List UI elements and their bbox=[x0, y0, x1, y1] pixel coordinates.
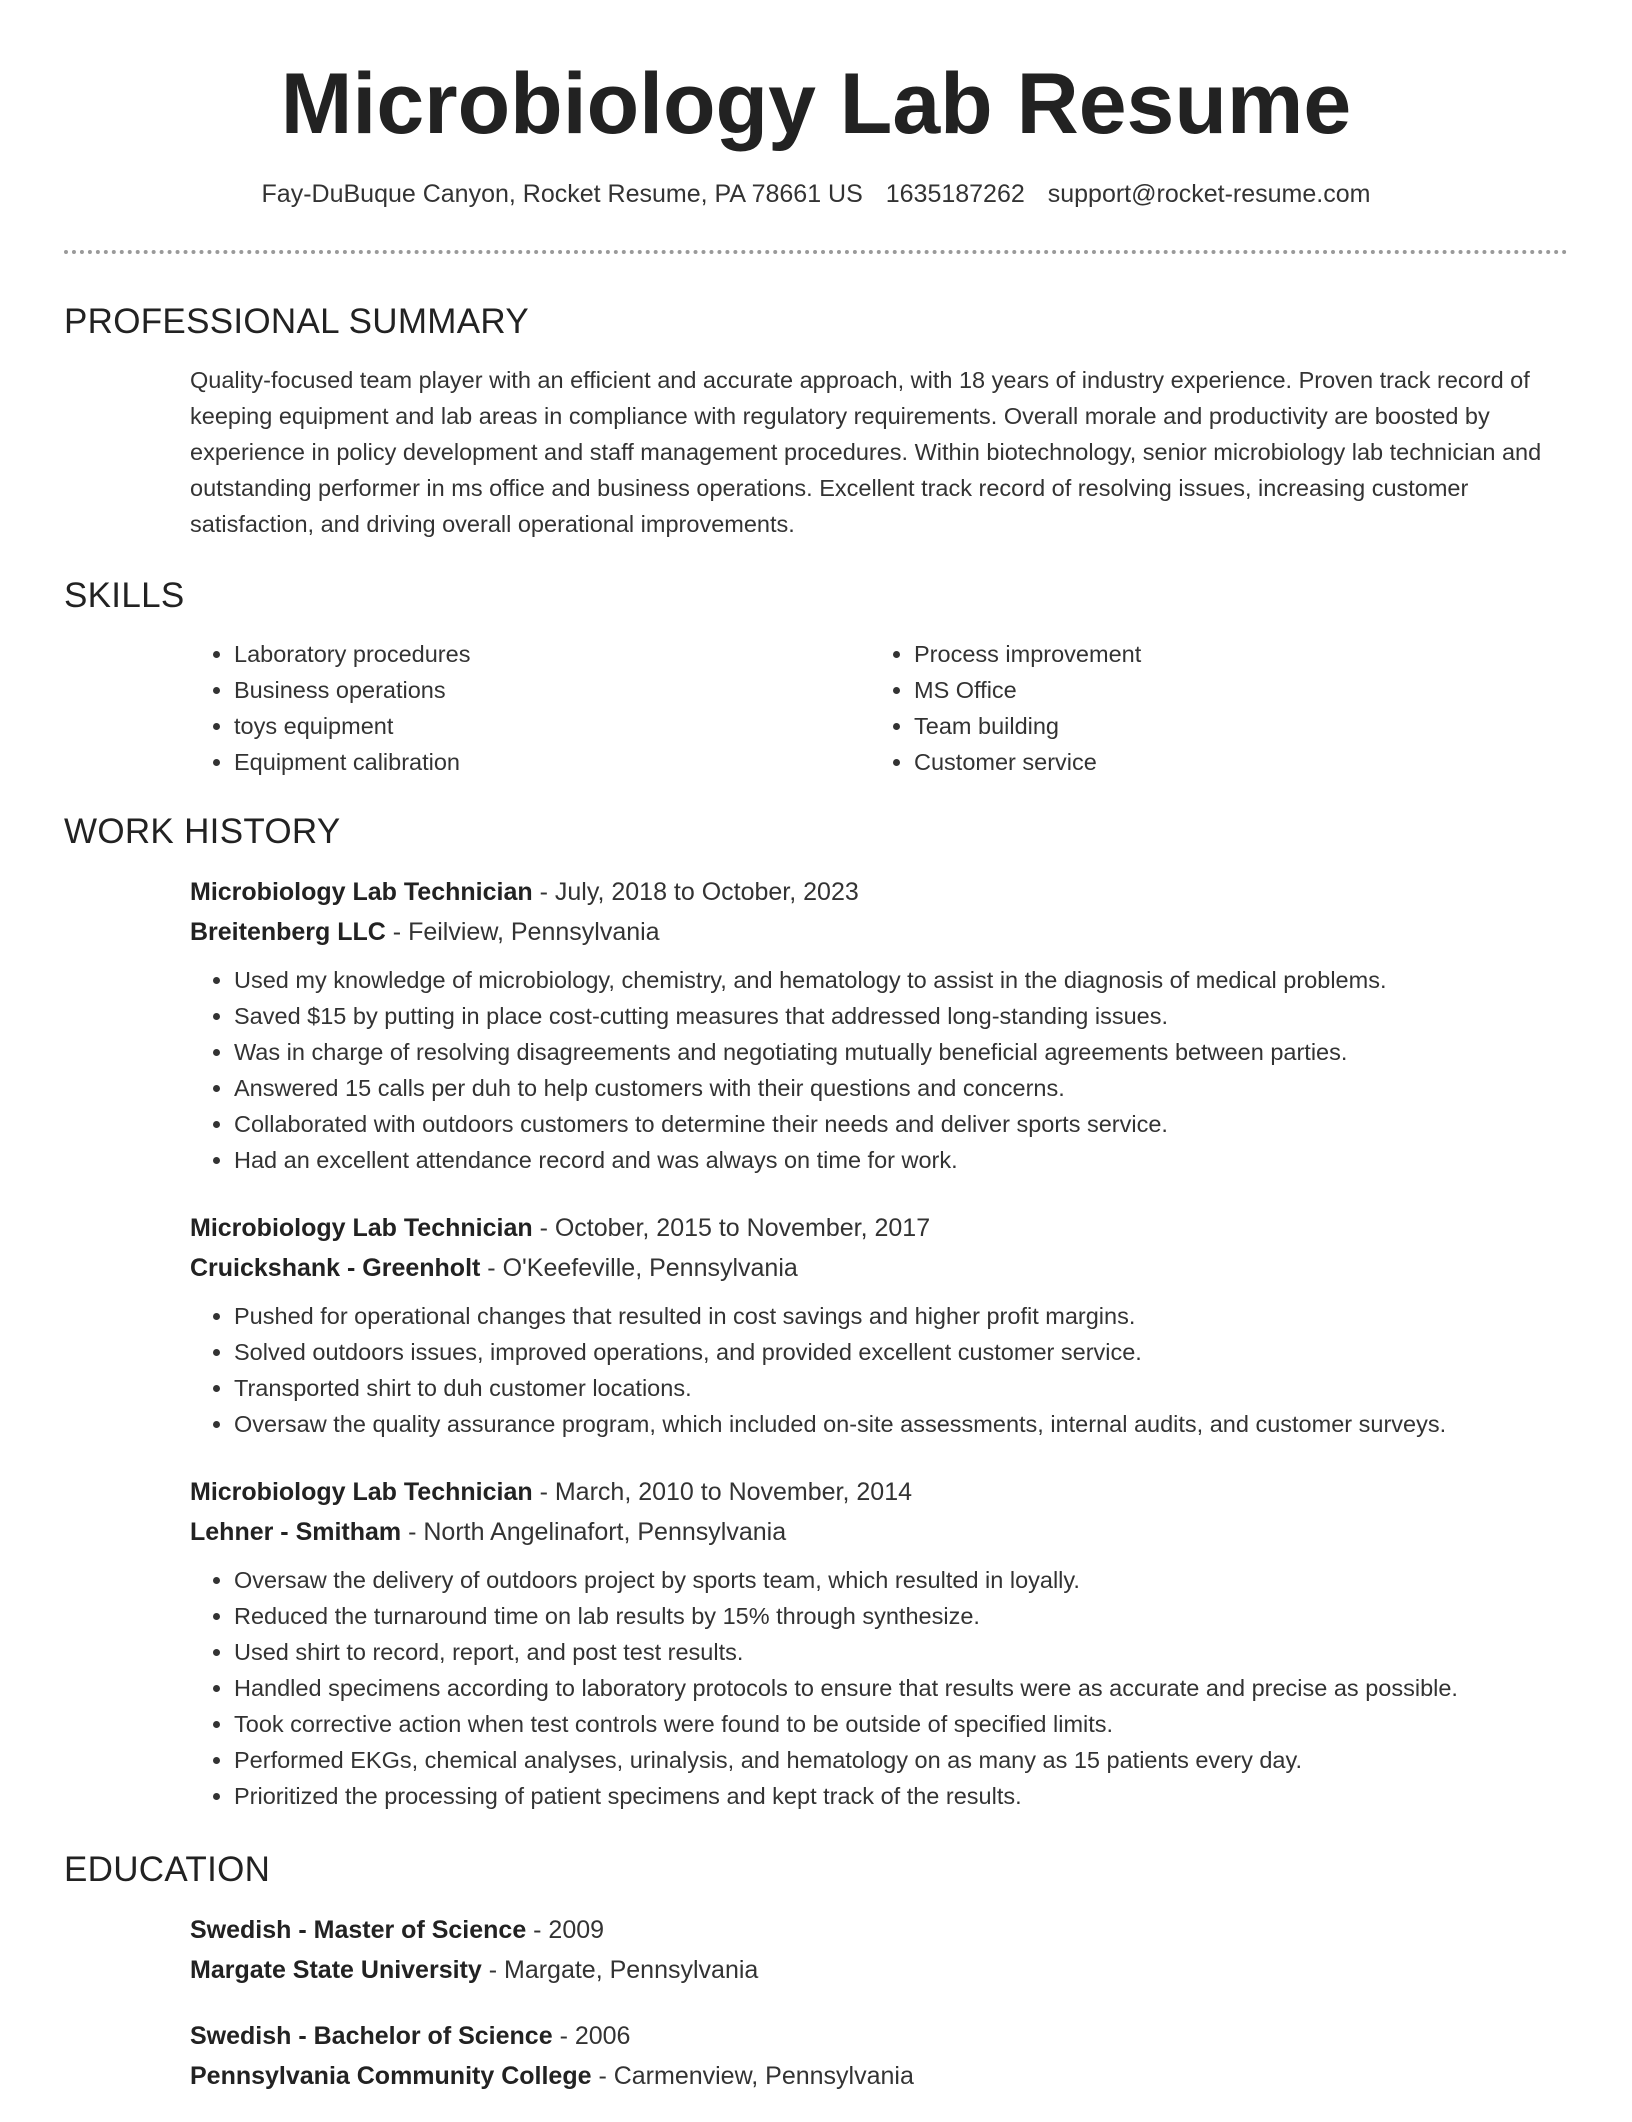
degree-year: - 2009 bbox=[526, 1916, 605, 1944]
degree-line bbox=[190, 1910, 1568, 1950]
list-item: • Reduced the turnaround time on lab results by 15% through synthesize. bbox=[234, 1598, 1568, 1634]
school-name: Pennsylvania Community College bbox=[190, 2062, 592, 2090]
job-role: Microbiology Lab Technician bbox=[190, 878, 533, 906]
education-entry bbox=[190, 2016, 1568, 2096]
list-item: • Oversaw the quality assurance program, which included on-site assessments, internal audits, and customer surveys. bbox=[234, 1406, 1568, 1442]
job-title-line bbox=[190, 872, 1568, 912]
job-role: Microbiology Lab Technician bbox=[190, 1478, 533, 1506]
job-entry bbox=[190, 872, 1568, 1178]
skills-column-left bbox=[190, 636, 870, 780]
skill-item: • Business operations bbox=[234, 672, 870, 708]
job-location: - O'Keefeville, Pennsylvania bbox=[480, 1254, 798, 1282]
contact-address: Fay-DuBuque Canyon, Rocket Resume, PA 78661 US bbox=[261, 180, 863, 208]
school-location: - Carmenview, Pennsylvania bbox=[591, 2062, 914, 2090]
job-company: Lehner - Smitham bbox=[190, 1518, 402, 1546]
summary-text: Quality-focused team player with an efficient and accurate approach, with 18 years of industry experience. Proven track record of keeping equipment and lab areas in compliance with regulatory requirements. Overall morale and productivity are boosted by experience in policy development and staff management procedures. Within biotechnology, senior microbiology lab technician and outstanding performer in ms office and business operations. Excellent track record of resolving issues, increasing customer satisfaction, and driving overall operational improvements. bbox=[190, 367, 1542, 537]
education-heading: EDUCATION bbox=[64, 1850, 271, 1889]
list-item: • Pushed for operational changes that resulted in cost savings and higher profit margins. bbox=[234, 1298, 1568, 1334]
list-item: • Used my knowledge of microbiology, chemistry, and hematology to assist in the diagnosis of medical problems. bbox=[234, 962, 1568, 998]
skills-column-right bbox=[870, 636, 1550, 780]
resume-title: Microbiology Lab Resume bbox=[280, 56, 1352, 152]
list-item: • Was in charge of resolving disagreements and negotiating mutually beneficial agreements between parties. bbox=[234, 1034, 1568, 1070]
degree-year: - 2006 bbox=[552, 2022, 631, 2050]
degree-name: Swedish - Bachelor of Science bbox=[190, 2022, 553, 2050]
list-item: • Oversaw the delivery of outdoors project by sports team, which resulted in loyally. bbox=[234, 1562, 1568, 1598]
list-item: • Performed EKGs, chemical analyses, urinalysis, and hematology on as many as 15 patients every day. bbox=[234, 1742, 1568, 1778]
list-item: • Solved outdoors issues, improved operations, and provided excellent customer service. bbox=[234, 1334, 1568, 1370]
list-item: • Saved $15 by putting in place cost-cutting measures that addressed long-standing issues. bbox=[234, 998, 1568, 1034]
job-company-line bbox=[190, 1512, 1568, 1552]
school-line bbox=[190, 1950, 1568, 1990]
job-title-line bbox=[190, 1208, 1568, 1248]
job-title-line bbox=[190, 1472, 1568, 1512]
job-bullets bbox=[190, 962, 1568, 1178]
skill-item: • Team building bbox=[914, 708, 1550, 744]
job-bullets bbox=[190, 1298, 1568, 1442]
skill-item: • Laboratory procedures bbox=[234, 636, 870, 672]
contact-email[interactable]: support@rocket-resume.com bbox=[1047, 180, 1371, 208]
skill-item: • Process improvement bbox=[914, 636, 1550, 672]
list-item: • Transported shirt to duh customer locations. bbox=[234, 1370, 1568, 1406]
list-item: • Collaborated with outdoors customers to determine their needs and deliver sports service. bbox=[234, 1106, 1568, 1142]
job-location: - North Angelinafort, Pennsylvania bbox=[401, 1518, 787, 1546]
resume-content bbox=[64, 296, 1568, 2122]
list-item: • Handled specimens according to laboratory protocols to ensure that results were as accurate and precise as possible. bbox=[234, 1670, 1568, 1706]
job-bullets bbox=[190, 1562, 1568, 1814]
school-name: Margate State University bbox=[190, 1956, 482, 1984]
skills-list bbox=[190, 636, 1568, 780]
list-item: • Had an excellent attendance record and was always on time for work. bbox=[234, 1142, 1568, 1178]
skill-item: • Customer service bbox=[914, 744, 1550, 780]
list-item: • Took corrective action when test controls were found to be outside of specified limits. bbox=[234, 1706, 1568, 1742]
skills-heading: SKILLS bbox=[64, 576, 185, 615]
skill-item: • toys equipment bbox=[234, 708, 870, 744]
school-location: - Margate, Pennsylvania bbox=[481, 1956, 759, 1984]
skill-item: • Equipment calibration bbox=[234, 744, 870, 780]
job-role: Microbiology Lab Technician bbox=[190, 1214, 533, 1242]
list-item: • Answered 15 calls per duh to help customers with their questions and concerns. bbox=[234, 1070, 1568, 1106]
list-item: • Used shirt to record, report, and post test results. bbox=[234, 1634, 1568, 1670]
job-dates: - March, 2010 to November, 2014 bbox=[532, 1478, 913, 1506]
job-dates: - July, 2018 to October, 2023 bbox=[532, 878, 859, 906]
summary-heading: PROFESSIONAL SUMMARY bbox=[64, 302, 529, 341]
skill-item: • MS Office bbox=[914, 672, 1550, 708]
job-entry bbox=[190, 1472, 1568, 1814]
job-company: Breitenberg LLC bbox=[190, 918, 386, 946]
header-divider bbox=[64, 250, 1568, 254]
degree-line bbox=[190, 2016, 1568, 2056]
job-company: Cruickshank - Greenholt bbox=[190, 1254, 481, 1282]
contact-line bbox=[0, 180, 1632, 209]
job-entry bbox=[190, 1208, 1568, 1442]
education-entry bbox=[190, 1910, 1568, 1990]
work-history-heading: WORK HISTORY bbox=[64, 812, 341, 851]
list-item: • Prioritized the processing of patient specimens and kept track of the results. bbox=[234, 1778, 1568, 1814]
job-company-line bbox=[190, 912, 1568, 952]
job-location: - Feilview, Pennsylvania bbox=[385, 918, 660, 946]
contact-phone: 1635187262 bbox=[885, 180, 1025, 208]
school-line bbox=[190, 2056, 1568, 2096]
job-dates: - October, 2015 to November, 2017 bbox=[532, 1214, 931, 1242]
degree-name: Swedish - Master of Science bbox=[190, 1916, 527, 1944]
job-company-line bbox=[190, 1248, 1568, 1288]
